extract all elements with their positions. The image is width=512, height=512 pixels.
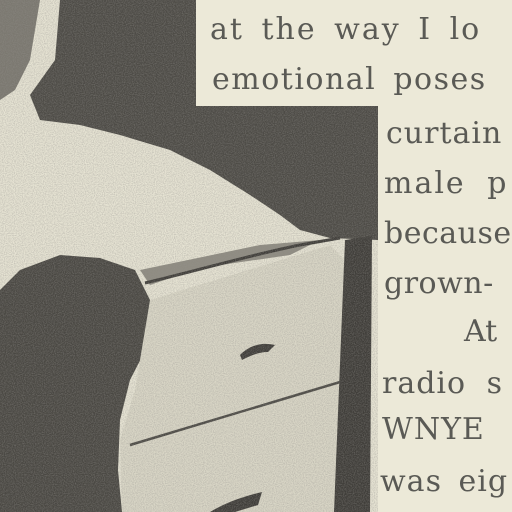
text-line: emotional poses [212, 62, 487, 97]
text-line: was eig [380, 464, 509, 499]
text-line: At [464, 314, 498, 349]
text-line: because [384, 216, 512, 251]
text-line: radio s [382, 366, 504, 401]
text-line: curtain [386, 116, 503, 151]
side-text-block [378, 106, 512, 512]
text-line: male p [384, 166, 509, 201]
text-line: grown- [384, 266, 494, 301]
text-line: at the way I lo [210, 12, 482, 47]
top-text-block [196, 0, 512, 106]
text-line: WNYE [382, 412, 485, 447]
